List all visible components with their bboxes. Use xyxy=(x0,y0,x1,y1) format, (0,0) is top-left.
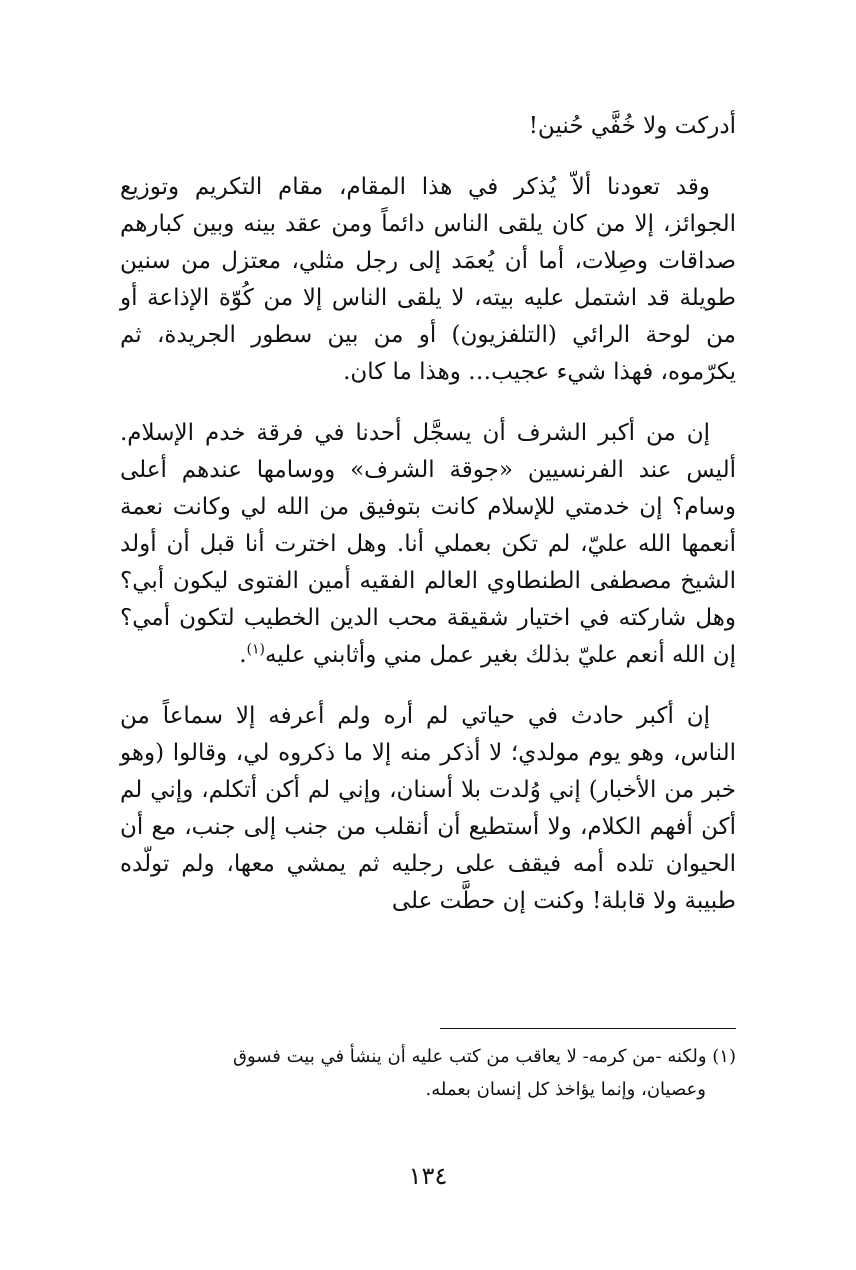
footnote-1 xyxy=(120,1040,736,1106)
footnote-marker: (١) xyxy=(712,1046,736,1067)
page-body xyxy=(120,108,736,920)
footnote-separator xyxy=(440,1028,736,1029)
paragraph-service-text: إن من أكبر الشرف أن يسجَّل أحدنا في فرقة خدم الإسلام. أليس عند الفرنسيين «جوقة الشرف» ووسامها عندهم أعلى وسام؟ إن خدمتي للإسلام كانت بتوفيق من الله لي وكانت نعمة أنعمها الله عليّ، لم تكن بعملي أنا. وهل اخترت أنا قبل أن أولد الشيخ مصطفى الطنطاوي العالم الفقيه أمين الفتوى ليكون أبي؟ وهل شاركته في اختيار شقيقة محب الدين الخطيب لتكون أمي؟ إن الله أنعم عليّ بذلك بغير عمل مني وأثابني عليه xyxy=(120,420,736,668)
footnote-reference[interactable]: (١) xyxy=(246,641,265,658)
paragraph-service-to-islam xyxy=(120,415,736,674)
paragraph-birth: إن أكبر حادث في حياتي لم أره ولم أعرفه إلا سماعاً من الناس، وهو يوم مولدي؛ لا أذكر منه إلا ما ذكروه لي، وقالوا (وهو خبر من الأخبار) إني وُلدت بلا أسنان، وإني لم أكن أتكلم، وإني لم أكن أفهم الكلام، ولا أستطيع أن أنقلب من جنب إلى جنب، مع أن الحيوان تلده أمه فيقف على رجليه ثم يمشي معها، ولم تولّده طبيبة ولا قابلة! وكنت إن حطَّت على xyxy=(120,703,736,914)
paragraph-honoring: وقد تعودنا ألاّ يُذكر في هذا المقام، مقام التكريم وتوزيع الجوائز، إلا من كان يلقى الناس دائماً ومن عقد بينه وبين كبارهم صداقات وصِلات، أما أن يُعمَد إلى رجل مثلي، معتزل من سنين طويلة قد اشتمل عليه بيته، لا يلقى الناس إلا من كُوّة الإذاعة أو من لوحة الرائي (التلفزيون) أو من بين سطور الجريدة، ثم يكرّموه، فهذا شيء عجيب… وهذا ما كان. xyxy=(120,174,736,385)
footnote-line-1: ولكنه -من كرمه- لا يعاقب من كتب عليه أن ينشأ في بيت فسوق xyxy=(232,1046,707,1067)
paragraph-opening-line: أدركت ولا خُفَّي حُنين! xyxy=(528,113,736,139)
footnotes-section xyxy=(120,1040,736,1106)
paragraph-service-end: . xyxy=(239,642,247,668)
page-number: ١٣٤ xyxy=(408,1162,448,1190)
footnote-line-2: وعصيان، وإنما يؤاخذ كل إنسان بعمله. xyxy=(425,1079,706,1100)
